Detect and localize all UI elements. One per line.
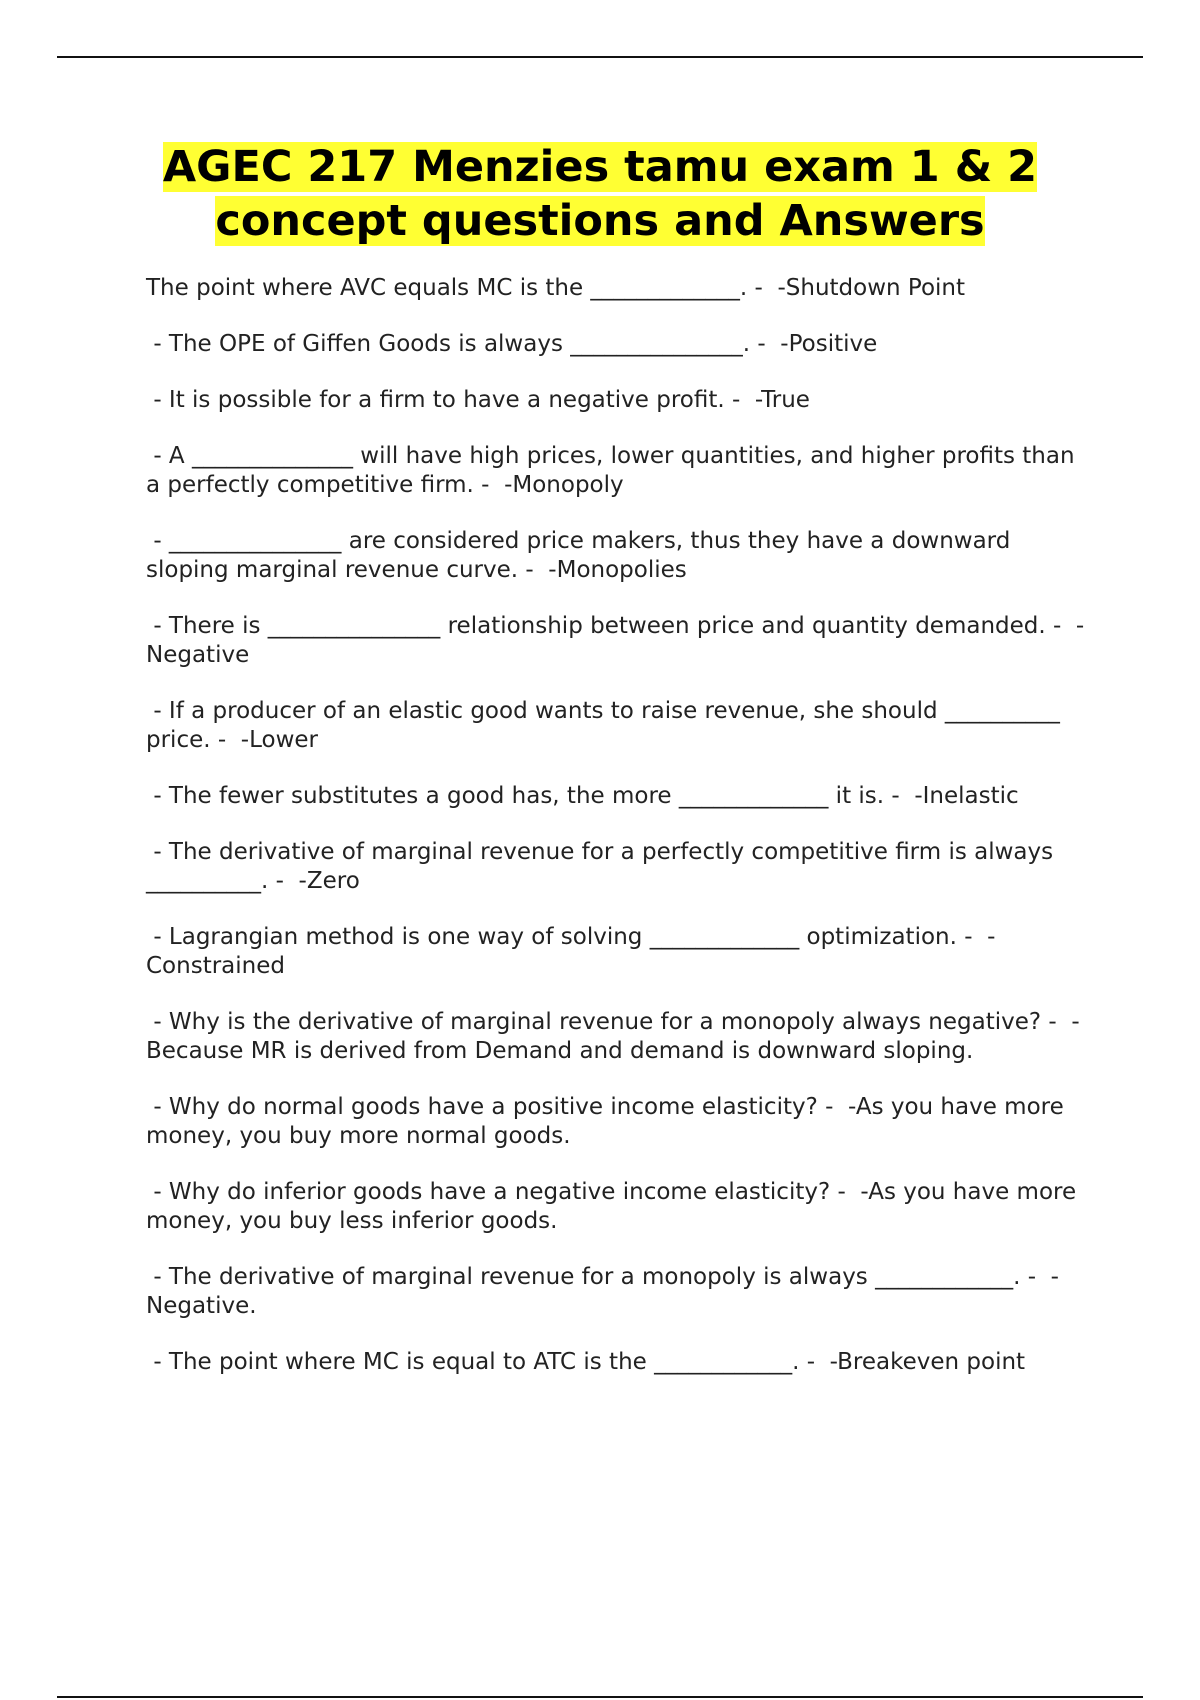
top-rule: [57, 56, 1143, 58]
qa-item: - The derivative of marginal revenue for a monopoly is always ____________. - -Negative.: [146, 1264, 1059, 1319]
qa-item: - Why do normal goods have a positive income elasticity? - -As you have more money, you buy more normal goods.: [146, 1094, 1072, 1149]
document-title: AGEC 217 Menzies tamu exam 1 & 2 concept questions and Answers: [162, 142, 1038, 246]
qa-item: - It is possible for a firm to have a negative profit. - -True: [146, 387, 810, 413]
qa-item: - The OPE of Giffen Goods is always _______________. - -Positive: [146, 331, 878, 357]
qa-item: - The derivative of marginal revenue for a perfectly competitive firm is always __________. - -Zero: [146, 839, 1061, 894]
qa-item: - Lagrangian method is one way of solving _____________ optimization. - -Constrained: [146, 924, 996, 979]
qa-item: - The fewer substitutes a good has, the more _____________ it is. - -Inelastic: [146, 783, 1019, 809]
qa-item: - _______________ are considered price makers, thus they have a downward sloping marginal revenue curve. - -Monopolies: [146, 528, 1018, 583]
qa-item: - Why do inferior goods have a negative income elasticity? - -As you have more money, you buy less inferior goods.: [146, 1179, 1084, 1234]
bottom-rule: [57, 1696, 1143, 1698]
qa-list: [146, 274, 1091, 1404]
qa-item: - The point where MC is equal to ATC is the ____________. - -Breakeven point: [146, 1349, 1026, 1375]
qa-item: - If a producer of an elastic good wants to raise revenue, she should __________ price. - -Lower: [146, 698, 1068, 753]
qa-item: - A ______________ will have high prices, lower quantities, and higher profits than a perfectly competitive firm. - -Monopoly: [146, 443, 1082, 498]
title-block: [120, 140, 1080, 248]
qa-item: - Why is the derivative of marginal revenue for a monopoly always negative? - -Because MR is derived from Demand and demand is downward sloping.: [146, 1009, 1080, 1064]
qa-item: - There is _______________ relationship between price and quantity demanded. - -Negative: [146, 613, 1085, 668]
qa-item: The point where AVC equals MC is the _____________. - -Shutdown Point: [146, 275, 966, 301]
